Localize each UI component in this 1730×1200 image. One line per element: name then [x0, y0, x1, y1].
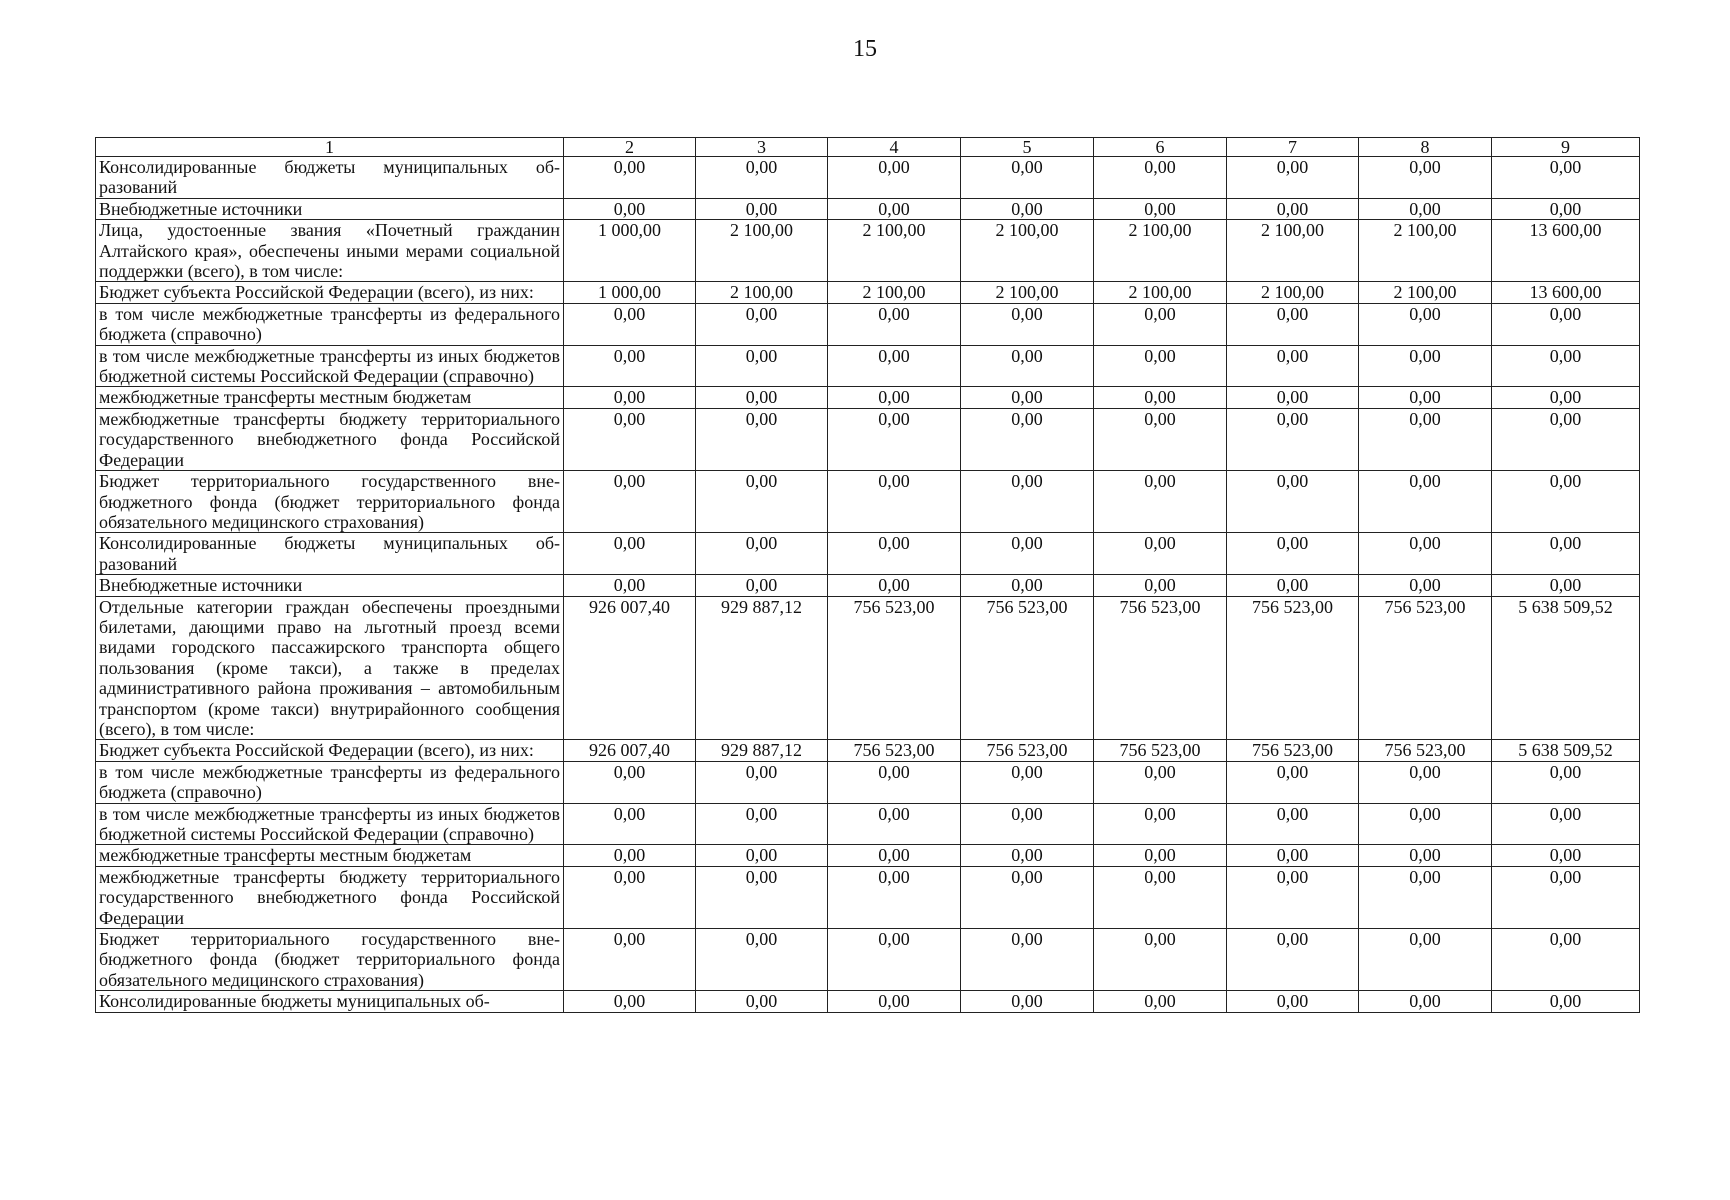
value-cell-col-7: 0,00	[1227, 991, 1359, 1012]
value-cell-col-6: 0,00	[1094, 929, 1227, 991]
value-cell-col-6: 0,00	[1094, 991, 1227, 1012]
value-cell-col-6: 0,00	[1094, 803, 1227, 845]
value-cell-col-3: 0,00	[696, 803, 828, 845]
value-cell-col-9: 0,00	[1492, 845, 1640, 866]
value-cell-col-2: 0,00	[564, 991, 696, 1012]
row-label: межбюджетные трансферты местным бюджетам	[96, 387, 564, 408]
table-row	[96, 303, 1640, 345]
value-cell-col-4: 0,00	[828, 157, 961, 199]
value-cell-col-6: 0,00	[1094, 157, 1227, 199]
value-cell-col-7: 0,00	[1227, 761, 1359, 803]
column-number-row	[96, 138, 1640, 157]
value-cell-col-3: 0,00	[696, 387, 828, 408]
table-row	[96, 408, 1640, 470]
column-number-2: 2	[564, 138, 696, 157]
value-cell-col-4: 756 523,00	[828, 596, 961, 740]
column-number-4: 4	[828, 138, 961, 157]
value-cell-col-4: 0,00	[828, 803, 961, 845]
value-cell-col-6: 756 523,00	[1094, 596, 1227, 740]
value-cell-col-2: 0,00	[564, 387, 696, 408]
value-cell-col-2: 0,00	[564, 575, 696, 596]
value-cell-col-9: 0,00	[1492, 803, 1640, 845]
value-cell-col-4: 0,00	[828, 387, 961, 408]
value-cell-col-6: 2 100,00	[1094, 282, 1227, 303]
value-cell-col-2: 0,00	[564, 471, 696, 533]
value-cell-col-7: 0,00	[1227, 471, 1359, 533]
table-row	[96, 345, 1640, 387]
value-cell-col-4: 756 523,00	[828, 740, 961, 761]
table-row	[96, 157, 1640, 199]
value-cell-col-9: 0,00	[1492, 303, 1640, 345]
value-cell-col-9: 0,00	[1492, 198, 1640, 219]
value-cell-col-8: 0,00	[1359, 471, 1492, 533]
value-cell-col-2: 0,00	[564, 761, 696, 803]
table-row	[96, 596, 1640, 740]
table-header	[96, 138, 1640, 157]
value-cell-col-3: 0,00	[696, 408, 828, 470]
value-cell-col-9: 0,00	[1492, 408, 1640, 470]
row-label: межбюджетные трансферты местным бюджетам	[96, 845, 564, 866]
value-cell-col-8: 0,00	[1359, 303, 1492, 345]
value-cell-col-8: 0,00	[1359, 408, 1492, 470]
column-number-6: 6	[1094, 138, 1227, 157]
column-number-5: 5	[961, 138, 1094, 157]
value-cell-col-4: 0,00	[828, 761, 961, 803]
row-label: Бюджет субъекта Российской Федерации (всего), из них:	[96, 740, 564, 761]
table-row	[96, 740, 1640, 761]
table-row	[96, 282, 1640, 303]
row-label: Отдельные категории граждан обеспечены проездными билетами, дающими право на льготный проезд всеми видами городского пассажирского транспорта общего пользования (кроме такси), а также в пределах административного района проживания – автомобильным транспортом (кроме такси) внутрирайонного сообщения (всего), в том числе:	[96, 596, 564, 740]
value-cell-col-8: 0,00	[1359, 991, 1492, 1012]
value-cell-col-7: 2 100,00	[1227, 220, 1359, 282]
value-cell-col-8: 2 100,00	[1359, 282, 1492, 303]
value-cell-col-9: 0,00	[1492, 345, 1640, 387]
column-number-1: 1	[96, 138, 564, 157]
value-cell-col-5: 0,00	[961, 471, 1094, 533]
table-row	[96, 991, 1640, 1012]
value-cell-col-3: 0,00	[696, 157, 828, 199]
value-cell-col-5: 0,00	[961, 198, 1094, 219]
row-label: Консолидированные бюджеты муниципальных образований	[96, 533, 564, 575]
value-cell-col-7: 0,00	[1227, 303, 1359, 345]
row-label: в том числе межбюджетные трансферты из иных бюджетов бюджетной системы Российской Федерации (справочно)	[96, 803, 564, 845]
value-cell-col-3: 0,00	[696, 929, 828, 991]
page-number: 15	[853, 36, 877, 62]
value-cell-col-5: 2 100,00	[961, 220, 1094, 282]
table-body	[96, 157, 1640, 1013]
value-cell-col-5: 756 523,00	[961, 596, 1094, 740]
value-cell-col-7: 0,00	[1227, 803, 1359, 845]
row-label: межбюджетные трансферты бюджету территориального государственного внебюджетного фонда Российской Федерации	[96, 866, 564, 928]
column-number-3: 3	[696, 138, 828, 157]
value-cell-col-5: 0,00	[961, 991, 1094, 1012]
value-cell-col-5: 0,00	[961, 157, 1094, 199]
value-cell-col-9: 13 600,00	[1492, 282, 1640, 303]
value-cell-col-8: 2 100,00	[1359, 220, 1492, 282]
value-cell-col-4: 0,00	[828, 471, 961, 533]
value-cell-col-4: 0,00	[828, 345, 961, 387]
table-row	[96, 929, 1640, 991]
table-row	[96, 866, 1640, 928]
value-cell-col-2: 0,00	[564, 198, 696, 219]
value-cell-col-7: 0,00	[1227, 845, 1359, 866]
value-cell-col-4: 0,00	[828, 991, 961, 1012]
value-cell-col-7: 0,00	[1227, 345, 1359, 387]
row-label: Лица, удостоенные звания «Почетный гражданин Алтайского края», обеспечены иными мерами социальной поддержки (всего), в том числе:	[96, 220, 564, 282]
value-cell-col-4: 0,00	[828, 929, 961, 991]
value-cell-col-5: 0,00	[961, 408, 1094, 470]
row-label: Консолидированные бюджеты муниципальных об-	[96, 991, 564, 1012]
table-row	[96, 533, 1640, 575]
value-cell-col-3: 0,00	[696, 761, 828, 803]
value-cell-col-6: 756 523,00	[1094, 740, 1227, 761]
table-row	[96, 575, 1640, 596]
value-cell-col-2: 1 000,00	[564, 282, 696, 303]
table-row	[96, 387, 1640, 408]
table-row	[96, 198, 1640, 219]
column-number-7: 7	[1227, 138, 1359, 157]
value-cell-col-6: 0,00	[1094, 198, 1227, 219]
value-cell-col-7: 0,00	[1227, 198, 1359, 219]
value-cell-col-4: 0,00	[828, 866, 961, 928]
value-cell-col-5: 0,00	[961, 803, 1094, 845]
table-row	[96, 803, 1640, 845]
value-cell-col-2: 926 007,40	[564, 740, 696, 761]
value-cell-col-3: 2 100,00	[696, 220, 828, 282]
row-label: Консолидированные бюджеты муниципальных образований	[96, 157, 564, 199]
value-cell-col-3: 0,00	[696, 471, 828, 533]
value-cell-col-9: 0,00	[1492, 991, 1640, 1012]
value-cell-col-2: 0,00	[564, 845, 696, 866]
value-cell-col-8: 0,00	[1359, 575, 1492, 596]
row-label: в том числе межбюджетные трансферты из федерального бюджета (справочно)	[96, 303, 564, 345]
value-cell-col-9: 0,00	[1492, 533, 1640, 575]
value-cell-col-8: 756 523,00	[1359, 596, 1492, 740]
value-cell-col-8: 0,00	[1359, 387, 1492, 408]
value-cell-col-8: 0,00	[1359, 866, 1492, 928]
value-cell-col-3: 0,00	[696, 533, 828, 575]
value-cell-col-9: 5 638 509,52	[1492, 740, 1640, 761]
table-row	[96, 471, 1640, 533]
value-cell-col-5: 0,00	[961, 929, 1094, 991]
value-cell-col-3: 2 100,00	[696, 282, 828, 303]
value-cell-col-8: 0,00	[1359, 929, 1492, 991]
value-cell-col-3: 0,00	[696, 198, 828, 219]
row-label: межбюджетные трансферты бюджету территориального государственного внебюджетного фонда Российской Федерации	[96, 408, 564, 470]
value-cell-col-8: 756 523,00	[1359, 740, 1492, 761]
row-label: Внебюджетные источники	[96, 575, 564, 596]
row-label: в том числе межбюджетные трансферты из федерального бюджета (справочно)	[96, 761, 564, 803]
value-cell-col-9: 0,00	[1492, 387, 1640, 408]
value-cell-col-7: 756 523,00	[1227, 596, 1359, 740]
value-cell-col-2: 0,00	[564, 408, 696, 470]
table-row	[96, 220, 1640, 282]
value-cell-col-6: 0,00	[1094, 575, 1227, 596]
value-cell-col-2: 926 007,40	[564, 596, 696, 740]
value-cell-col-7: 0,00	[1227, 929, 1359, 991]
row-label: в том числе межбюджетные трансферты из иных бюджетов бюджетной системы Российской Федерации (справочно)	[96, 345, 564, 387]
value-cell-col-5: 0,00	[961, 387, 1094, 408]
value-cell-col-7: 0,00	[1227, 157, 1359, 199]
row-label: Бюджет территориального государственного внебюджетного фонда (бюджет территориального фонда обязательного медицинского страхования)	[96, 929, 564, 991]
value-cell-col-9: 0,00	[1492, 157, 1640, 199]
value-cell-col-7: 756 523,00	[1227, 740, 1359, 761]
value-cell-col-8: 0,00	[1359, 761, 1492, 803]
value-cell-col-7: 0,00	[1227, 533, 1359, 575]
value-cell-col-2: 0,00	[564, 533, 696, 575]
value-cell-col-9: 5 638 509,52	[1492, 596, 1640, 740]
value-cell-col-4: 0,00	[828, 533, 961, 575]
value-cell-col-2: 0,00	[564, 929, 696, 991]
value-cell-col-2: 0,00	[564, 303, 696, 345]
value-cell-col-4: 0,00	[828, 303, 961, 345]
value-cell-col-4: 0,00	[828, 575, 961, 596]
value-cell-col-7: 0,00	[1227, 387, 1359, 408]
value-cell-col-3: 0,00	[696, 575, 828, 596]
value-cell-col-4: 2 100,00	[828, 282, 961, 303]
value-cell-col-2: 0,00	[564, 345, 696, 387]
value-cell-col-4: 0,00	[828, 198, 961, 219]
value-cell-col-5: 0,00	[961, 303, 1094, 345]
value-cell-col-5: 0,00	[961, 345, 1094, 387]
budget-table	[95, 137, 1640, 1013]
value-cell-col-7: 0,00	[1227, 866, 1359, 928]
value-cell-col-2: 0,00	[564, 803, 696, 845]
value-cell-col-8: 0,00	[1359, 533, 1492, 575]
value-cell-col-5: 0,00	[961, 845, 1094, 866]
value-cell-col-5: 0,00	[961, 575, 1094, 596]
value-cell-col-5: 0,00	[961, 761, 1094, 803]
value-cell-col-6: 0,00	[1094, 345, 1227, 387]
column-number-9: 9	[1492, 138, 1640, 157]
value-cell-col-7: 2 100,00	[1227, 282, 1359, 303]
value-cell-col-9: 0,00	[1492, 866, 1640, 928]
value-cell-col-3: 0,00	[696, 866, 828, 928]
value-cell-col-2: 1 000,00	[564, 220, 696, 282]
value-cell-col-6: 0,00	[1094, 303, 1227, 345]
value-cell-col-9: 0,00	[1492, 761, 1640, 803]
value-cell-col-6: 0,00	[1094, 387, 1227, 408]
value-cell-col-4: 0,00	[828, 845, 961, 866]
table-row	[96, 761, 1640, 803]
table-row	[96, 845, 1640, 866]
column-number-8: 8	[1359, 138, 1492, 157]
value-cell-col-9: 13 600,00	[1492, 220, 1640, 282]
value-cell-col-6: 0,00	[1094, 845, 1227, 866]
value-cell-col-3: 929 887,12	[696, 740, 828, 761]
value-cell-col-6: 2 100,00	[1094, 220, 1227, 282]
value-cell-col-8: 0,00	[1359, 157, 1492, 199]
value-cell-col-3: 929 887,12	[696, 596, 828, 740]
value-cell-col-2: 0,00	[564, 866, 696, 928]
value-cell-col-8: 0,00	[1359, 803, 1492, 845]
value-cell-col-7: 0,00	[1227, 575, 1359, 596]
value-cell-col-3: 0,00	[696, 345, 828, 387]
value-cell-col-3: 0,00	[696, 991, 828, 1012]
value-cell-col-9: 0,00	[1492, 471, 1640, 533]
value-cell-col-5: 0,00	[961, 866, 1094, 928]
value-cell-col-3: 0,00	[696, 303, 828, 345]
value-cell-col-4: 2 100,00	[828, 220, 961, 282]
value-cell-col-3: 0,00	[696, 845, 828, 866]
row-label: Внебюджетные источники	[96, 198, 564, 219]
value-cell-col-6: 0,00	[1094, 408, 1227, 470]
value-cell-col-6: 0,00	[1094, 533, 1227, 575]
value-cell-col-8: 0,00	[1359, 345, 1492, 387]
value-cell-col-6: 0,00	[1094, 866, 1227, 928]
value-cell-col-6: 0,00	[1094, 761, 1227, 803]
value-cell-col-8: 0,00	[1359, 198, 1492, 219]
value-cell-col-6: 0,00	[1094, 471, 1227, 533]
value-cell-col-5: 0,00	[961, 533, 1094, 575]
value-cell-col-4: 0,00	[828, 408, 961, 470]
value-cell-col-7: 0,00	[1227, 408, 1359, 470]
value-cell-col-8: 0,00	[1359, 845, 1492, 866]
value-cell-col-9: 0,00	[1492, 575, 1640, 596]
value-cell-col-9: 0,00	[1492, 929, 1640, 991]
value-cell-col-5: 756 523,00	[961, 740, 1094, 761]
row-label: Бюджет территориального государственного внебюджетного фонда (бюджет территориального фонда обязательного медицинского страхования)	[96, 471, 564, 533]
value-cell-col-2: 0,00	[564, 157, 696, 199]
row-label: Бюджет субъекта Российской Федерации (всего), из них:	[96, 282, 564, 303]
value-cell-col-5: 2 100,00	[961, 282, 1094, 303]
